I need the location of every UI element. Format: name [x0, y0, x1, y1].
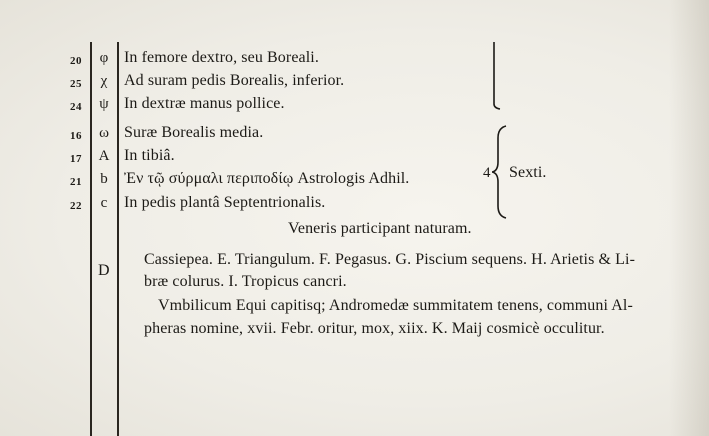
- star-number: 16: [70, 130, 82, 142]
- star-number: 20: [70, 55, 82, 67]
- star-letter: c: [100, 195, 108, 211]
- paragraph-line: pheras nomine, xvii. Febr. oritur, mox, xiix. K. Maij cosmicè occulitur.: [144, 320, 605, 337]
- star-number: 24: [70, 101, 82, 113]
- star-number: 25: [70, 78, 82, 90]
- star-number: 21: [70, 176, 82, 188]
- star-letter: φ: [99, 50, 109, 66]
- magnitude-label: 4: [483, 165, 491, 181]
- star-letter: ω: [99, 125, 109, 141]
- star-letter: ψ: [99, 96, 109, 112]
- star-number: 17: [70, 153, 82, 165]
- star-description: Ἐν τῷ σύρμαλι περιποδίῳ Astrologis Adhil.: [124, 170, 410, 187]
- magnitude-word: Sexti.: [509, 164, 547, 181]
- paragraph-line: Vmbilicum Equi capitisq; Andromedæ summitatem tenens, communi Al-: [158, 297, 633, 314]
- section-letter: D: [98, 262, 110, 279]
- star-number: 22: [70, 200, 82, 212]
- star-description: Suræ Borealis media.: [124, 124, 264, 141]
- star-letter: b: [100, 171, 108, 187]
- paragraph-line: bræ colurus. I. Tropicus cancri.: [144, 273, 347, 290]
- star-description: In dextræ manus pollice.: [124, 95, 285, 112]
- column-rule-left: [90, 42, 92, 436]
- star-description: In pedis plantâ Septentrionalis.: [124, 194, 326, 211]
- star-description: In tibiâ.: [124, 147, 175, 164]
- nature-caption: Veneris participant naturam.: [288, 220, 472, 237]
- group-brace-upper: [488, 40, 508, 110]
- paragraph-line: Cassiepea. E. Triangulum. F. Pegasus. G. Piscium sequens. H. Arietis & Li-: [144, 251, 635, 268]
- star-letter: χ: [100, 73, 108, 89]
- star-letter: A: [98, 148, 110, 164]
- page-edge-shadow: [669, 0, 709, 436]
- star-description: Ad suram pedis Borealis, inferior.: [124, 72, 345, 89]
- star-description: In femore dextro, seu Boreali.: [124, 49, 319, 66]
- column-rule-right: [117, 42, 119, 436]
